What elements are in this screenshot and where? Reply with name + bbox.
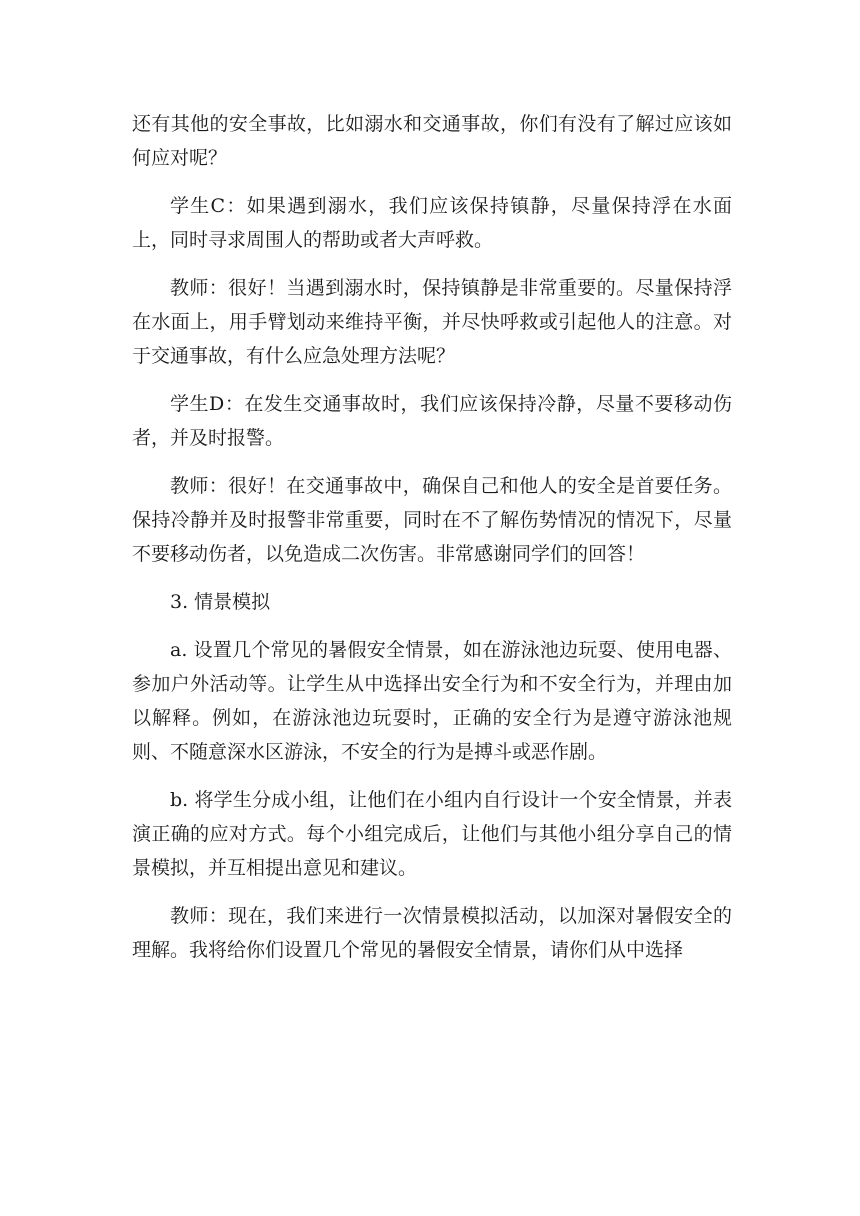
paragraph-teacher-drowning: 教师：很好！当遇到溺水时，保持镇静是非常重要的。尽量保持浮在水面上，用手臂划动来维持平衡，并尽快呼救或引起他人的注意。对于交通事故，有什么应急处理方法呢？ — [132, 277, 732, 367]
paragraph-teacher-scenario: 教师：现在，我们来进行一次情景模拟活动，以加深对暑假安全的理解。我将给你们设置几个常见的暑假安全情景，请你们从中选择 — [132, 905, 732, 961]
document-body — [132, 107, 732, 981]
paragraph-item-b: b. 将学生分成小组，让他们在小组内自行设计一个安全情景，并表演正确的应对方式。每个小组完成后，让他们与其他小组分享自己的情景模拟，并互相提出意见和建议。 — [132, 789, 732, 879]
paragraph-student-c: 学生C：如果遇到溺水，我们应该保持镇静，尽量保持浮在水面上，同时寻求周围人的帮助或者大声呼救。 — [132, 195, 732, 251]
paragraph-item-a: a. 设置几个常见的暑假安全情景，如在游泳池边玩耍、使用电器、参加户外活动等。让学生从中选择出安全行为和不安全行为，并理由加以解释。例如，在游泳池边玩耍时，正确的安全行为是遵守游泳池规则、不随意深水区游泳，不安全的行为是搏斗或恶作剧。 — [132, 639, 732, 763]
paragraph-intro-question: 还有其他的安全事故，比如溺水和交通事故，你们有没有了解过应该如何应对呢？ — [132, 113, 732, 169]
section-heading-scenario: 3. 情景模拟 — [170, 591, 271, 613]
paragraph-teacher-traffic: 教师：很好！在交通事故中，确保自己和他人的安全是首要任务。保持冷静并及时报警非常重要，同时在不了解伤势情况的情况下，尽量不要移动伤者，以免造成二次伤害。非常感谢同学们的回答！ — [132, 475, 732, 565]
paragraph-student-d: 学生D：在发生交通事故时，我们应该保持冷静，尽量不要移动伤者，并及时报警。 — [132, 393, 732, 449]
